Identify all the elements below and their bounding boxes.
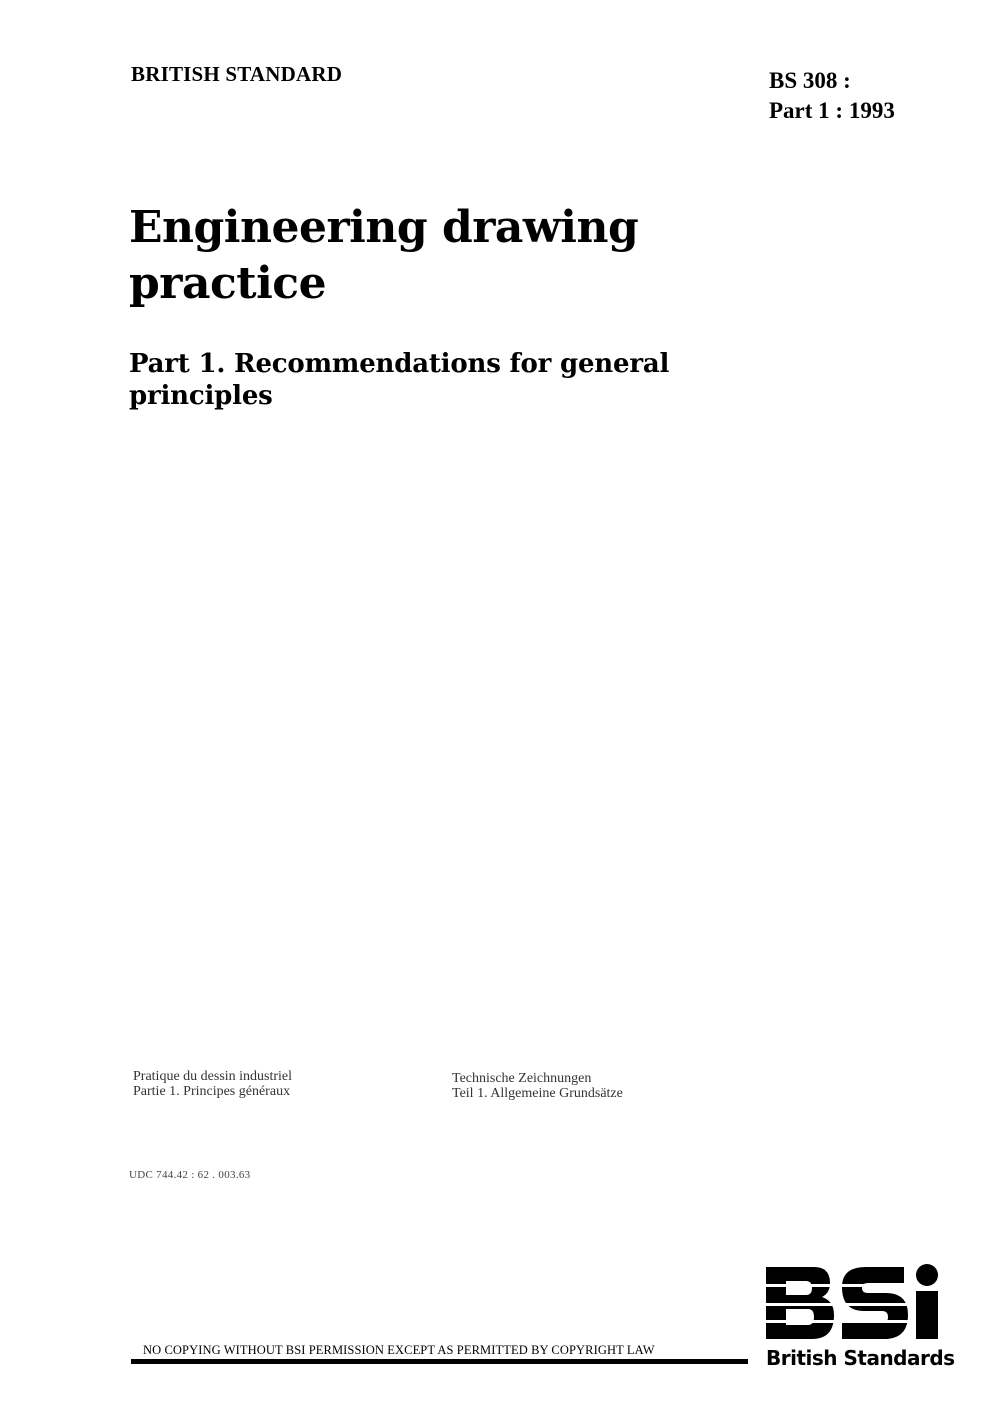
french-title: [133, 1069, 292, 1099]
french-title-line-2: Partie 1. Principes généraux: [133, 1084, 291, 1099]
document-title: [129, 200, 829, 312]
standard-reference: [769, 66, 895, 126]
german-title-line-1: Technische Zeichnungen: [452, 1071, 592, 1086]
document-subtitle: [129, 348, 829, 412]
german-title-line-2: Teil 1. Allgemeine Grundsätze: [452, 1086, 623, 1101]
bsi-logo: [766, 1263, 944, 1343]
series-label: BRITISH STANDARD: [131, 62, 343, 86]
standard-number: BS 308 :: [769, 68, 851, 93]
bsi-logo-mark: [766, 1263, 944, 1343]
german-title: [452, 1071, 623, 1101]
title-line-2: practice: [129, 258, 327, 309]
udc-code: UDC 744.42 : 62 . 003.63: [129, 1169, 251, 1181]
title-line-1: Engineering drawing: [129, 202, 639, 253]
subtitle-line-2: principles: [129, 381, 273, 411]
french-title-line-1: Pratique du dessin industriel: [133, 1069, 293, 1084]
subtitle-line-1: Part 1. Recommendations for general: [129, 349, 670, 379]
copyright-notice: NO COPYING WITHOUT BSI PERMISSION EXCEPT AS PERMITTED BY COPYRIGHT LAW: [143, 1343, 655, 1357]
part-year: Part 1 : 1993: [769, 98, 895, 123]
footer-rule: [131, 1359, 748, 1364]
logo-caption: British Standards: [766, 1346, 955, 1370]
